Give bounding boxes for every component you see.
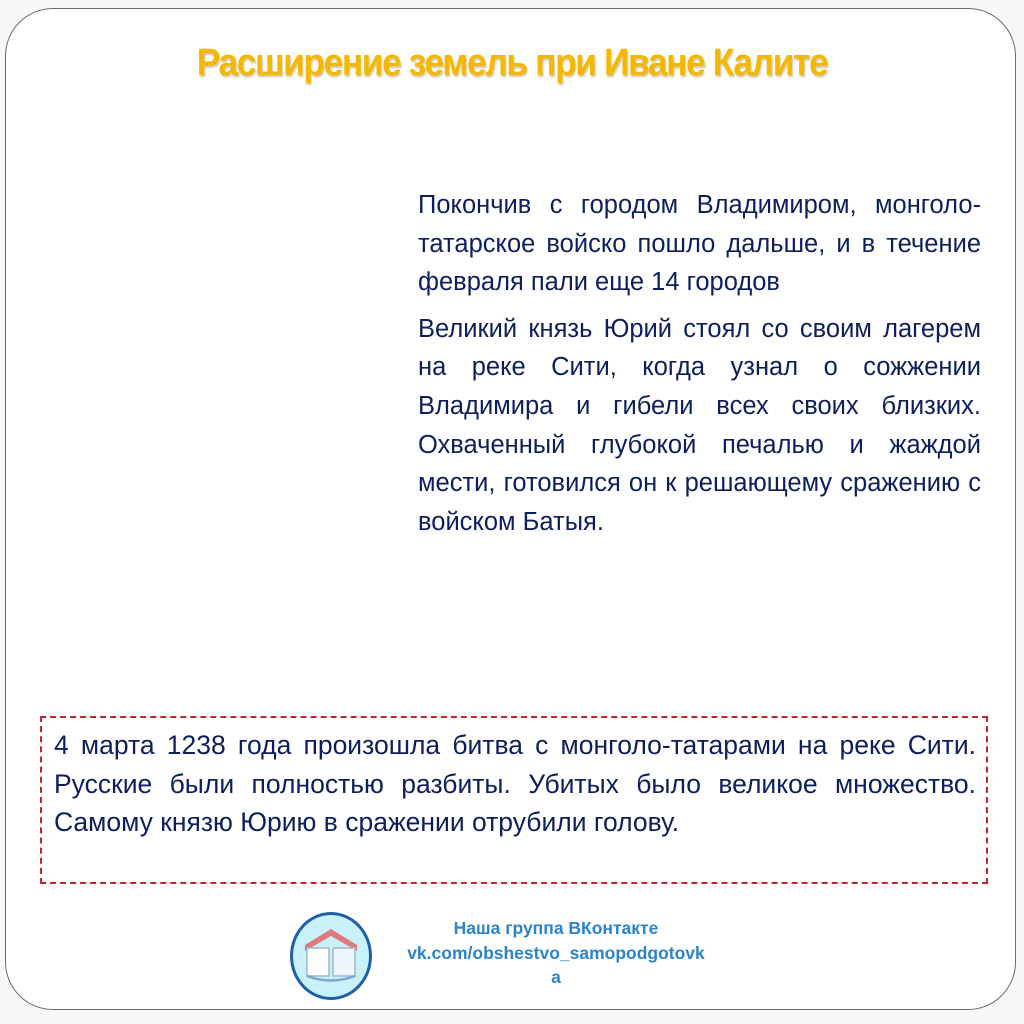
- slide-title: Расширение земель при Иване Калите: [196, 42, 828, 84]
- vk-group-url-continued: a: [551, 967, 561, 987]
- book-house-icon: [293, 915, 369, 997]
- vk-group-url: vk.com/obshestvo_samopodgotovk: [407, 942, 705, 963]
- vk-group-label: Наша группа ВКонтакте: [453, 918, 659, 938]
- paragraph-prince-yuri: Великий князь Юрий стоял со своим лагерем на реке Сити, когда узнал о сожжении Владимира и гибели всех своих близких. Охваченный глубокой печалью и жаждой мести, готовился он к решающему сражению с войском Батыя.: [418, 314, 981, 536]
- battle-highlight-box: [40, 716, 988, 884]
- book-house-logo-icon: [290, 912, 372, 1000]
- main-text-block: [418, 186, 981, 549]
- battle-highlight-text: 4 марта 1238 года произошла битва с монголо-татарами на реке Сити. Русские были полностью разбиты. Убитых было великое множество. Самому князю Юрию в сражении отрубили голову.: [54, 730, 976, 837]
- vk-group-link[interactable]: [376, 916, 736, 990]
- paragraph-fall-of-cities: Покончив с городом Владимиром, монголо-татарское войско пошло дальше, и в течение февраля пали еще 14 городов: [418, 191, 981, 297]
